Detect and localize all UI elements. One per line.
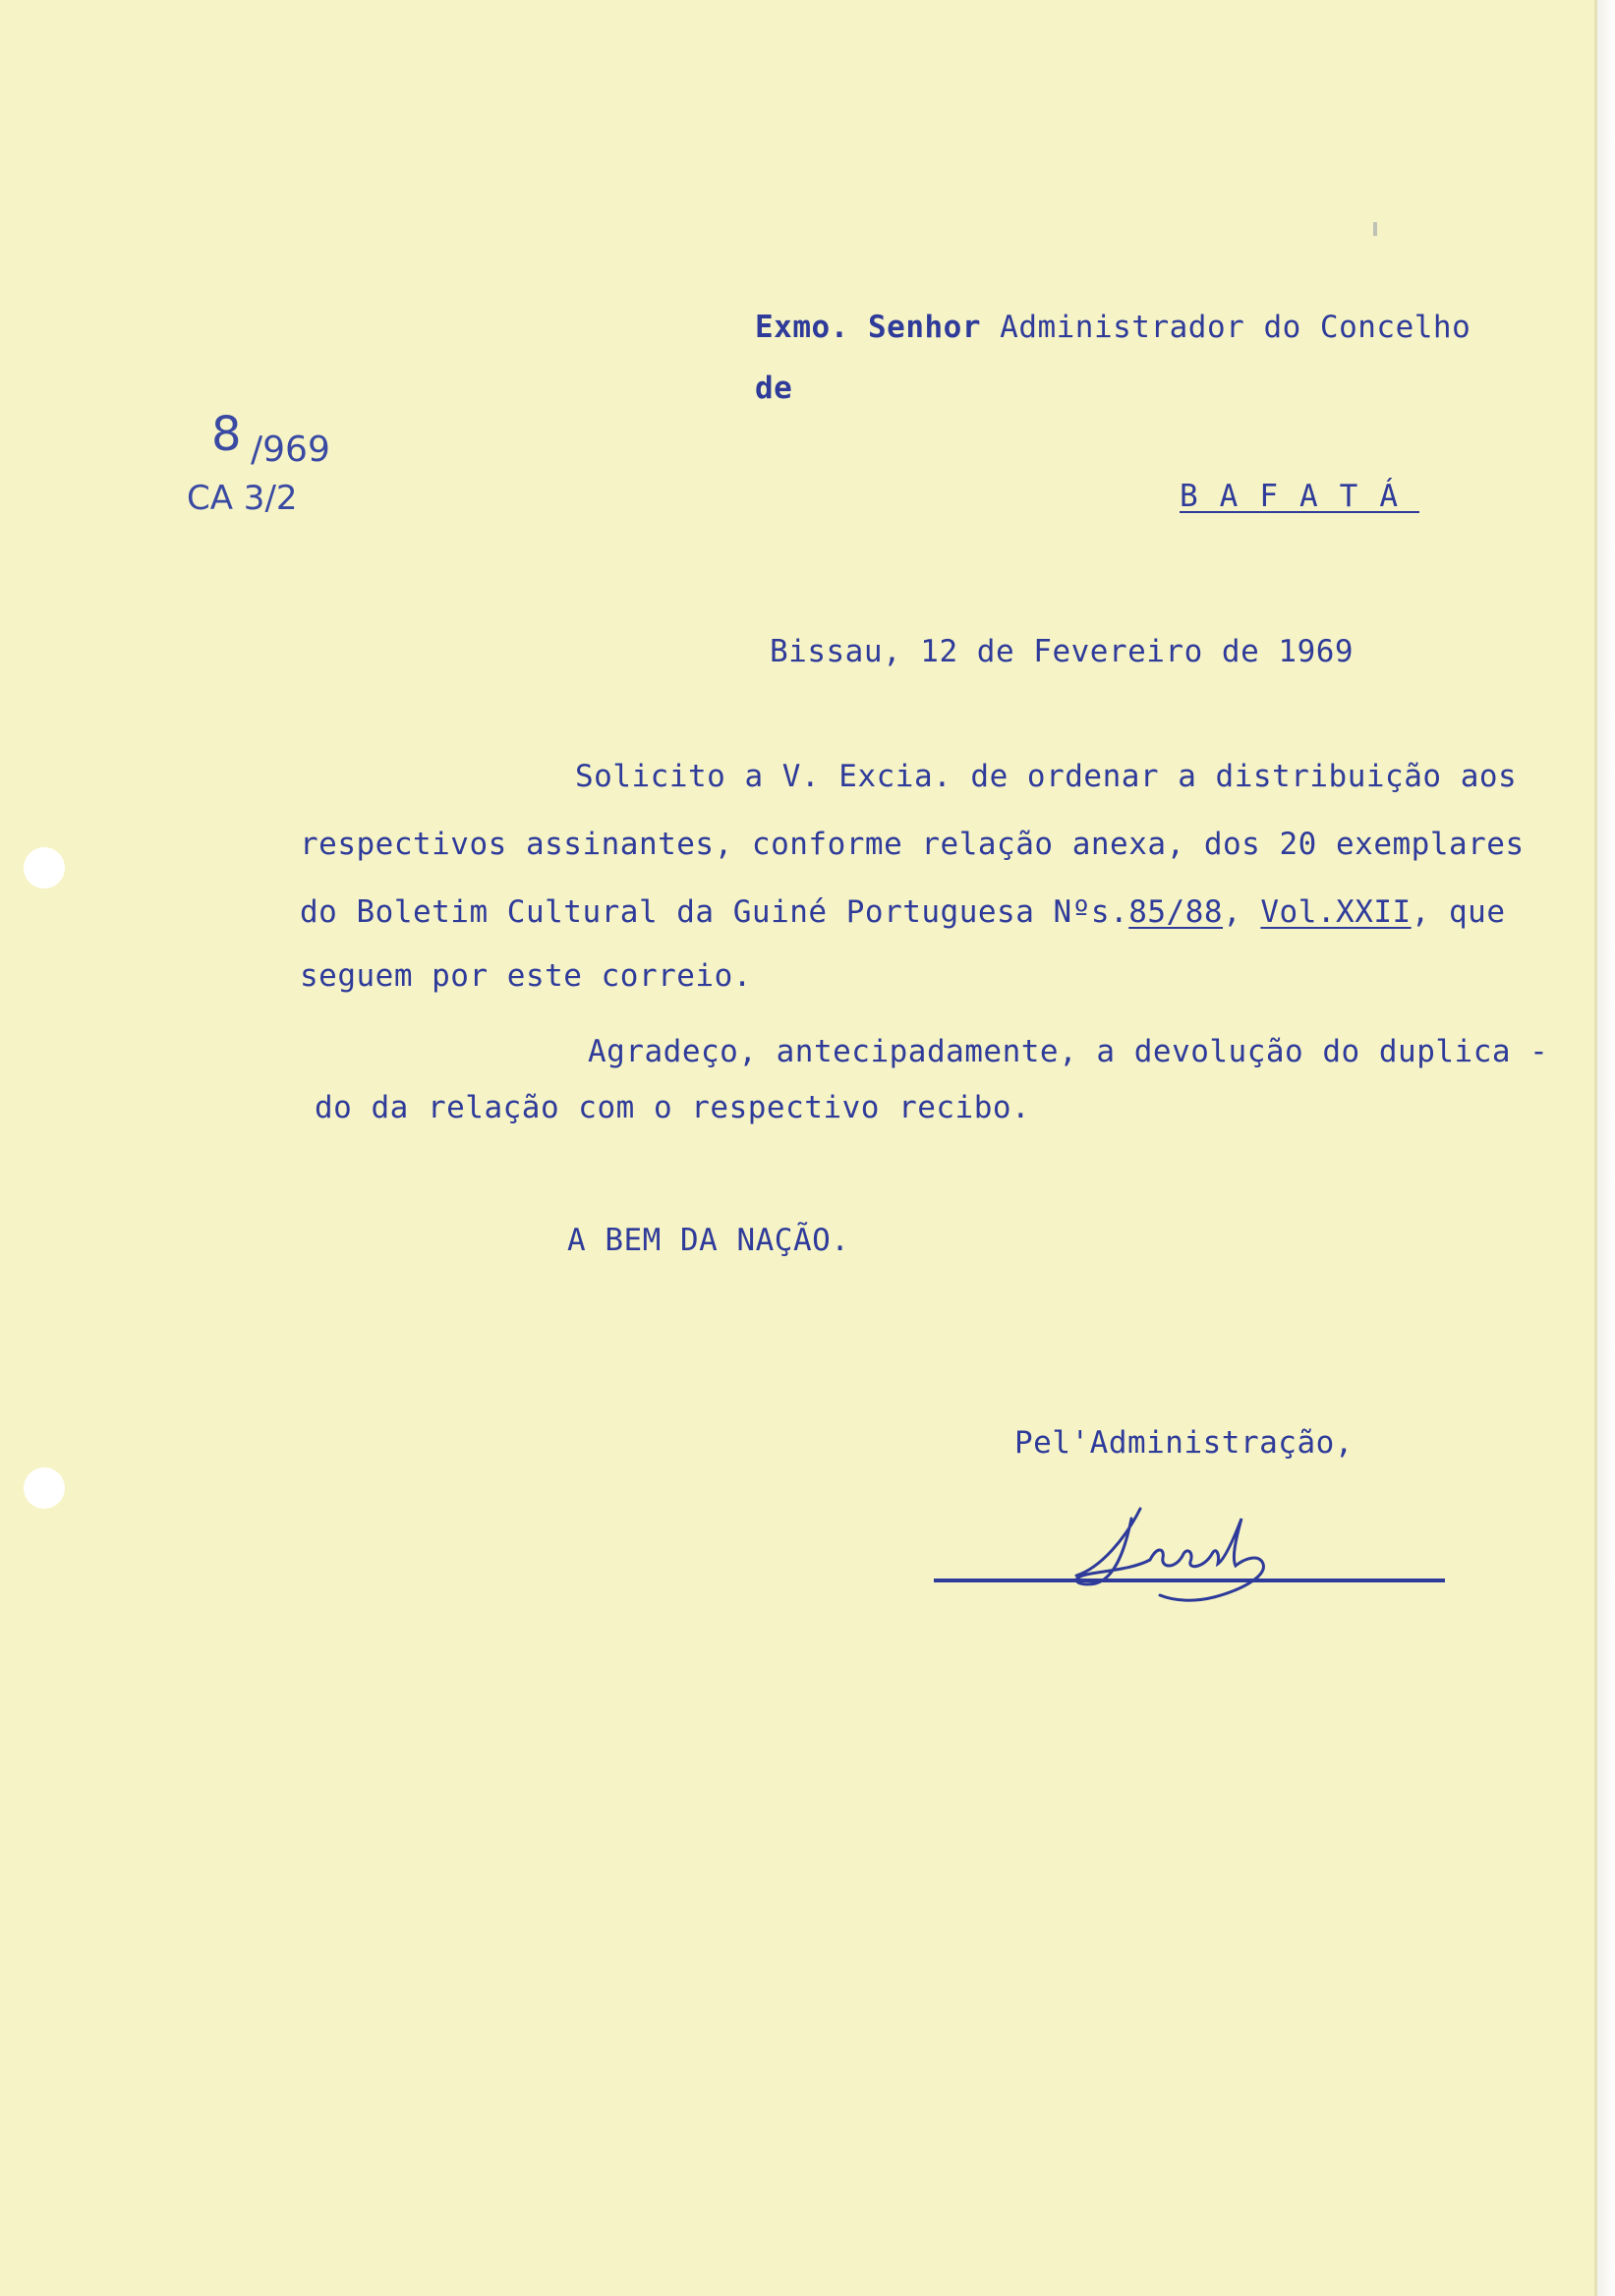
addressee-line-1: [755, 310, 1471, 345]
body-p2-line1: Agradeço, antecipadamente, a devolução do duplica -: [588, 1034, 1549, 1069]
body-p1-line3-end: , que: [1411, 894, 1506, 930]
body-p2-line2: do da relação com o respectivo recibo.: [315, 1090, 1031, 1125]
signature-scrawl: [1076, 1509, 1263, 1600]
punch-hole-bottom: [24, 1467, 65, 1509]
reference-year-handwritten: /969: [251, 430, 330, 470]
body-p1-line3-text: do Boletim Cultural da Guiné Portuguesa Nºs.: [300, 894, 1129, 930]
issue-numbers: 85/88: [1128, 894, 1224, 930]
addressee-place: BAFATÁ: [1180, 479, 1419, 514]
signature: [929, 1499, 1450, 1612]
comma: ,: [1223, 894, 1242, 930]
addressee-line-2: de: [755, 371, 793, 406]
punch-hole-top: [24, 847, 65, 889]
dateline: Bissau, 12 de Fevereiro de 1969: [770, 634, 1355, 669]
salutation-senhor: Senhor: [868, 310, 981, 345]
addressee-title: Administrador do Concelho: [1000, 310, 1471, 345]
page-edge: [1597, 0, 1615, 2296]
closing-formula: A BEM DA NAÇÃO.: [567, 1223, 850, 1258]
reference-code: CA 3/2: [187, 479, 298, 518]
body-p1-line3: [300, 894, 1506, 930]
salutation-exmo: Exmo.: [755, 310, 849, 345]
reference-number-handwritten: 8: [211, 407, 242, 462]
body-p1-line4: seguem por este correio.: [300, 958, 752, 994]
paper-speck: [1373, 222, 1377, 236]
volume-number: Vol.XXII: [1260, 894, 1412, 930]
sign-off: Pel'Administração,: [1014, 1425, 1354, 1461]
body-p1-line2: respectivos assinantes, conforme relação anexa, dos 20 exemplares: [300, 827, 1525, 862]
body-p1-line1: Solicito a V. Excia. de ordenar a distribuição aos: [575, 759, 1518, 794]
